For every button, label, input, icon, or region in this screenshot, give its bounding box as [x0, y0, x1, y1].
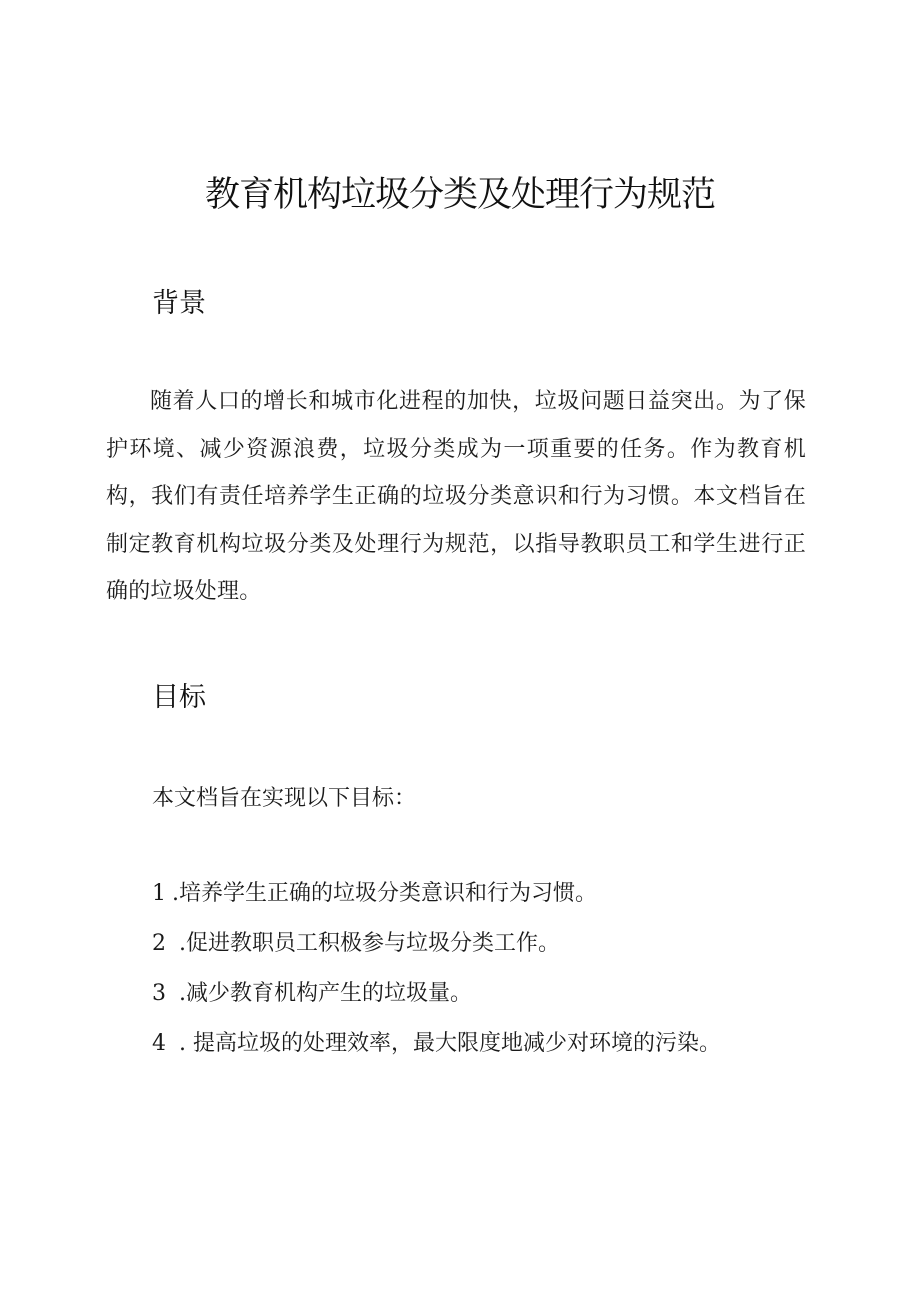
goal-number: 2	[152, 931, 166, 956]
goal-text: . 提高垃圾的处理效率，最大限度地减少对环境的污染。	[172, 1031, 721, 1056]
goal-item	[152, 876, 721, 926]
goal-number: 4	[152, 1031, 166, 1056]
goal-text: .促进教职员工积极参与垃圾分类工作。	[172, 931, 560, 956]
goal-number: 3	[152, 981, 166, 1006]
goals-list	[152, 876, 721, 1076]
section-heading-background: 背景	[152, 288, 206, 319]
goal-number: 1	[152, 881, 166, 906]
section-heading-goals: 目标	[152, 682, 206, 713]
goal-item	[152, 1026, 721, 1076]
goal-item	[152, 976, 721, 1026]
goals-intro: 本文档旨在实现以下目标：	[152, 786, 417, 811]
document-title: 教育机构垃圾分类及处理行为规范	[204, 175, 715, 215]
goal-item	[152, 926, 721, 976]
goal-text: .培养学生正确的垃圾分类意识和行为习惯。	[172, 881, 597, 906]
goal-text: .减少教育机构产生的垃圾量。	[172, 981, 472, 1006]
background-paragraph: 随着人口的增长和城市化进程的加快，垃圾问题日益突出。为了保护环境、减少资源浪费，垃圾分类成为一项重要的任务。作为教育机构，我们有责任培养学生正确的垃圾分类意识和行为习惯。本文档旨在制定教育机构垃圾分类及处理行为规范，以指导教职员工和学生进行正确的垃圾处理。	[106, 389, 806, 604]
